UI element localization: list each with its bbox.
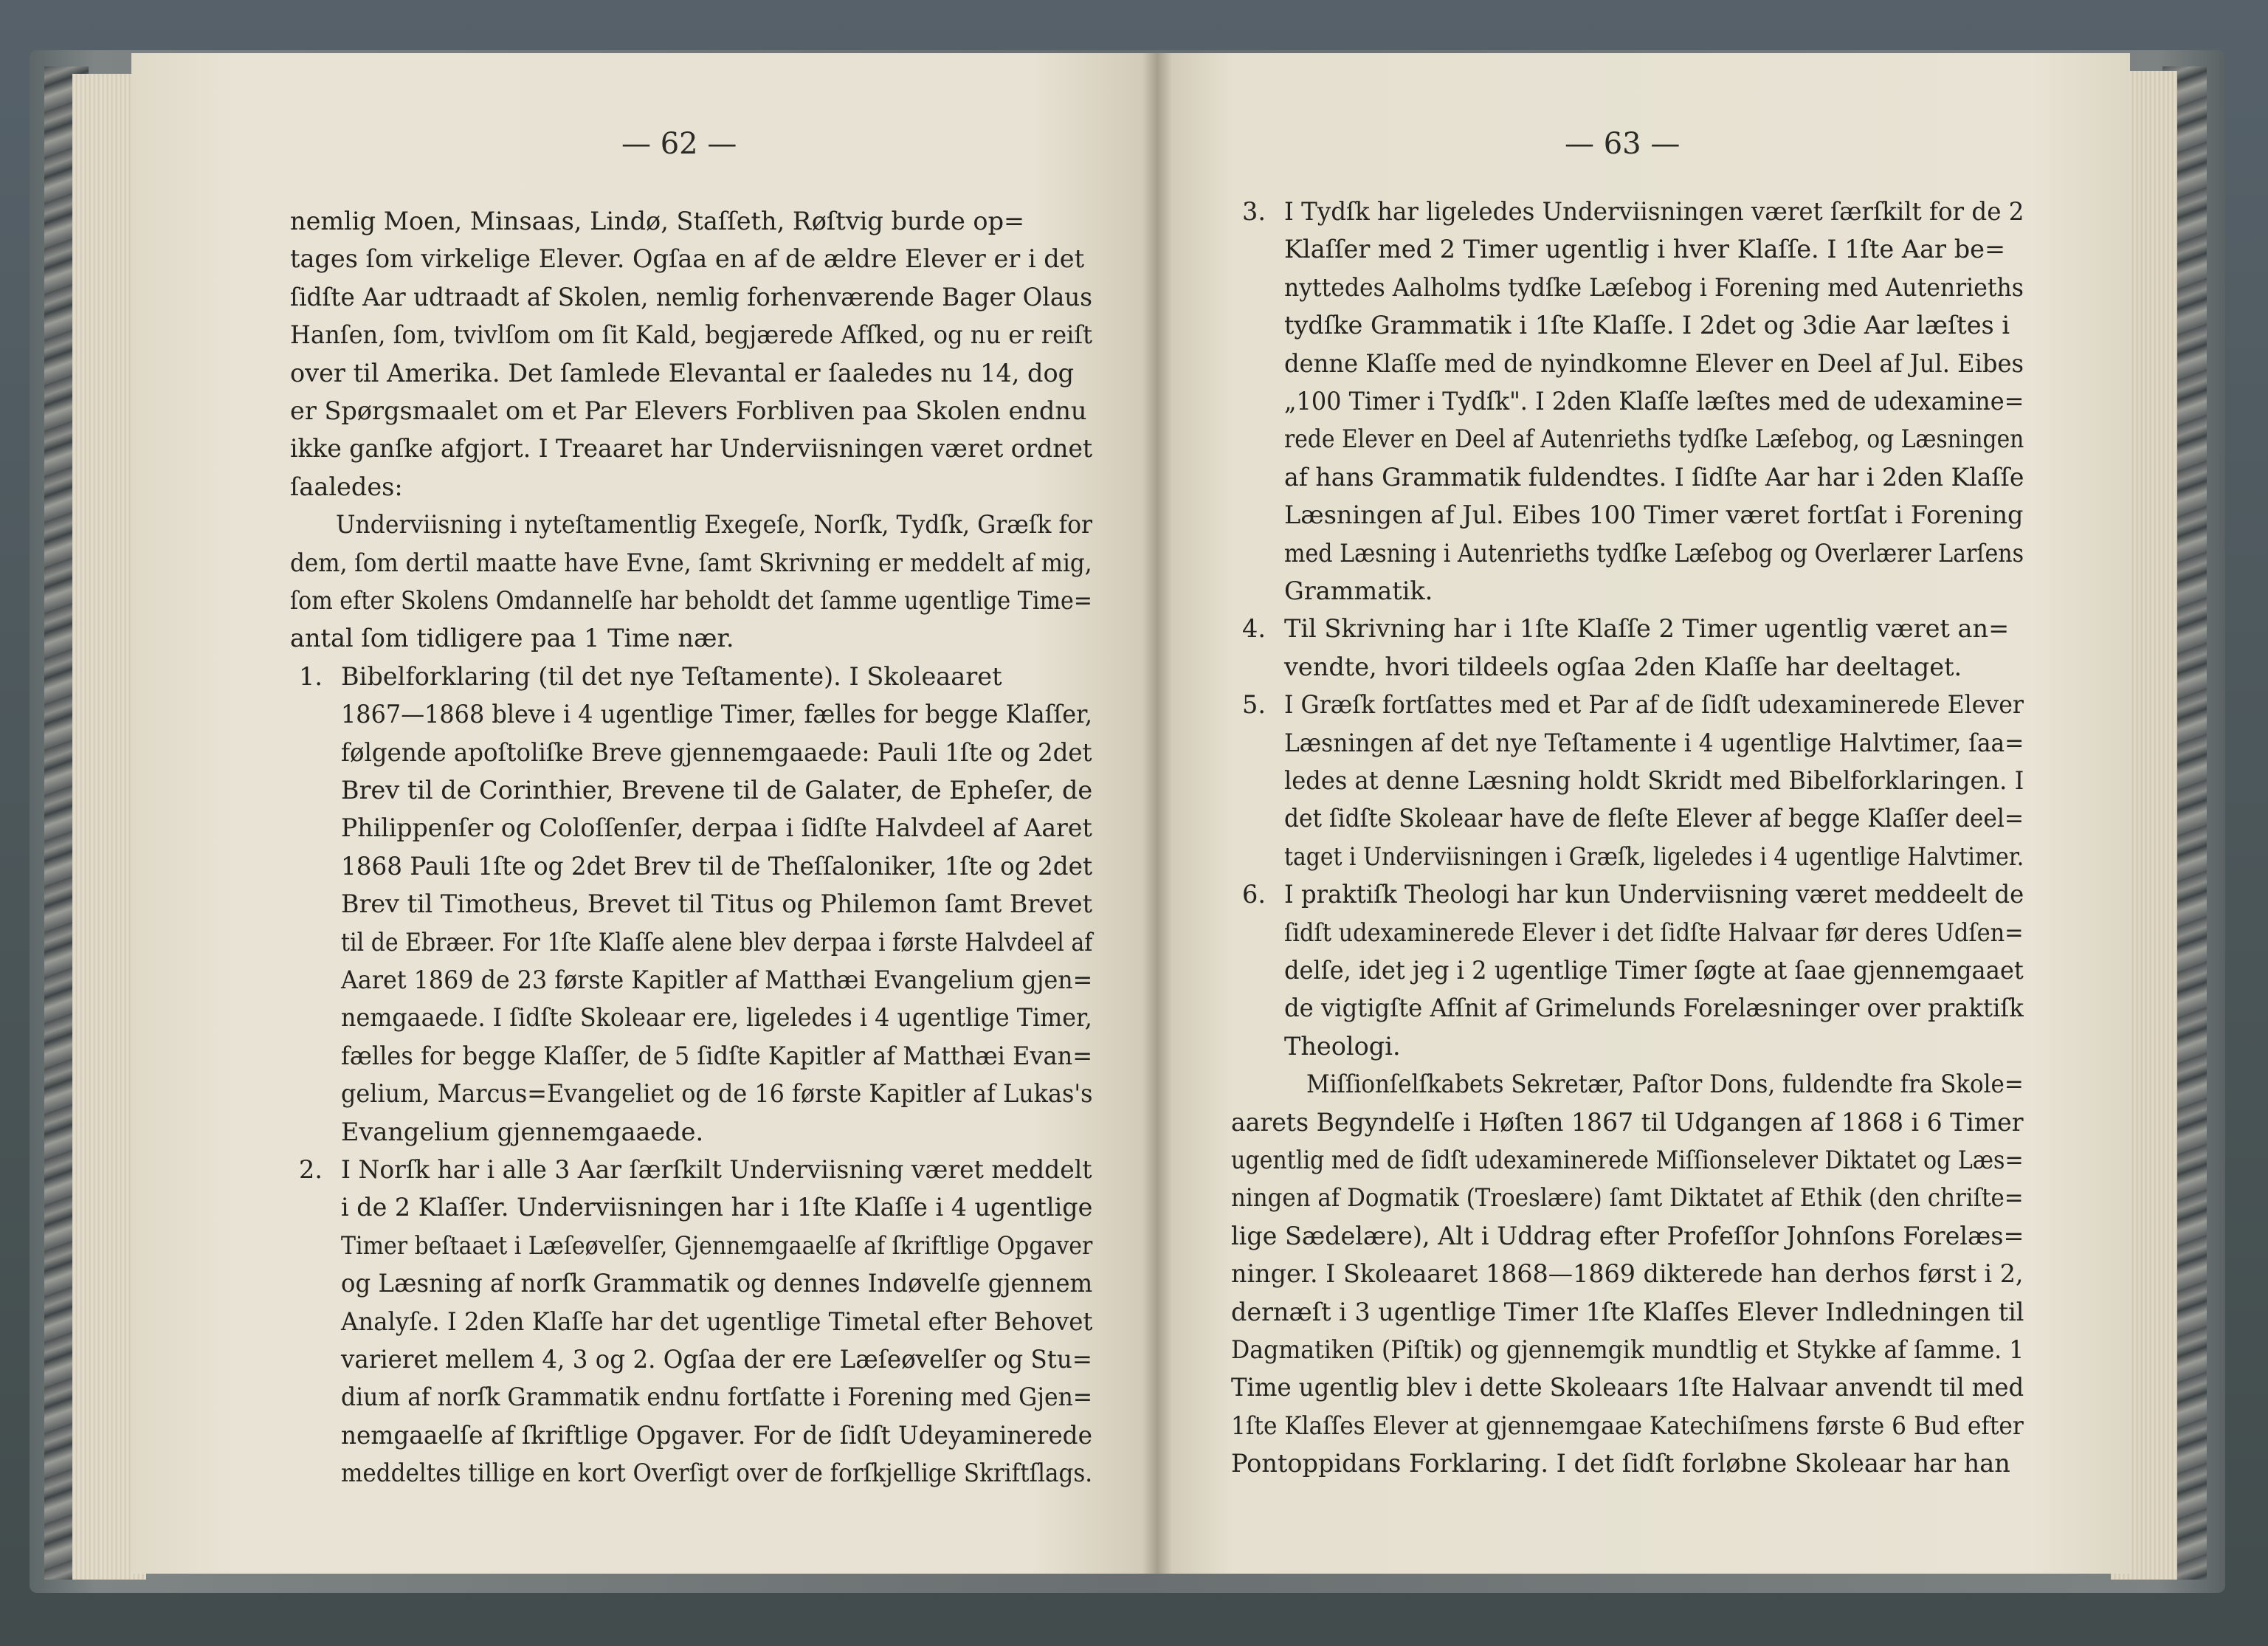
left-line: gelium, Marcus=Evangeliet og de 16 første Kapitler af Lukas's — [341, 1079, 1093, 1108]
left-line: fælles for begge Klaſſer, de 5 ſidſte Kapitler af Matthæi Evan= — [341, 1041, 1093, 1070]
left-line: ſom efter Skolens Omdannelſe har beholdt det ſamme ugentlige Time= — [290, 586, 1092, 615]
item-number: 3. — [1242, 197, 1266, 226]
left-line: Aaret 1869 de 23 første Kapitler af Matthæi Evangelium gjen= — [341, 965, 1093, 994]
right-line: I praktiſk Theologi har kun Underviisning været meddeelt de — [1284, 880, 2024, 909]
left-line: varieret mellem 4, 3 og 2. Ogſaa der ere Læſeøvelſer og Stu= — [341, 1345, 1093, 1374]
left-line: 1867—1868 bleve i 4 ugentlige Timer, fælles for begge Klaſſer, — [341, 700, 1093, 729]
right-line: med Læsning i Autenrieths tydſke Læſebog og Overlærer Larſens — [1284, 539, 2024, 568]
left-line: dem, ſom dertil maatte have Evne, ſamt Skrivning er meddelt af mig, — [290, 548, 1092, 577]
right-line: Theologi. — [1284, 1032, 1401, 1061]
right-line: I Græſk fortſattes med et Par af de ſidſt udexaminerede Elever — [1284, 690, 2024, 719]
item-number: 4. — [1242, 614, 1266, 643]
left-line: i de 2 Klaſſer. Underviisningen har i 1ſte Klaſſe i 4 ugentlige — [341, 1193, 1093, 1222]
right-line: ſidſt udexaminerede Elever i det ſidſte Halvaar før deres Udſen= — [1284, 918, 2024, 947]
left-line: Philippenſer og Coloſſenſer, derpaa i ſidſte Halvdeel af Aaret — [341, 813, 1092, 842]
left-line: Bibelforklaring (til det nye Teſtamente). I Skoleaaret — [341, 662, 1002, 691]
right-line: denne Klaſſe med de nyindkomne Elever en Deel af Jul. Eibes — [1284, 349, 2024, 378]
left-line: og Læsning af norſk Grammatik og dennes Indøvelſe gjennem — [341, 1269, 1093, 1298]
left-line: Timer beſtaaet i Læſeøvelſer, Gjennemgaaelſe af ſkriftlige Opgaver — [341, 1231, 1093, 1260]
right-line: ugentlig med de ſidſt udexaminerede Miſſionselever Diktatet og Læs= — [1231, 1146, 2024, 1174]
right-line: Miſſionſelſkabets Sekretær, Paſtor Dons, fuldendte fra Skole= — [1306, 1070, 2024, 1098]
left-line: Hanſen, ſom, tvivlſom om ſit Kald, begjærede Afſked, og nu er reiſt — [290, 320, 1093, 349]
left-line: følgende apoſtoliſke Breve gjennemgaaede: Pauli 1ſte og 2det — [341, 738, 1092, 767]
right-line: ningen af Dogmatik (Troeslære) ſamt Diktatet af Ethik (den chriſte= — [1231, 1183, 2024, 1212]
left-line: meddeltes tillige en kort Overſigt over de forſkjellige Skriftſlags. — [341, 1459, 1093, 1487]
right-line: 1ſte Klaſſes Elever at gjennemgaae Katechiſmens første 6 Bud efter — [1231, 1411, 2024, 1440]
item-number: 1. — [299, 662, 323, 691]
left-line: ikke ganſke afgjort. I Treaaret har Underviisningen været ordnet — [290, 434, 1093, 463]
left-line: nemgaaede. I ſidſte Skoleaar ere, ligeledes i 4 ugentlige Timer, — [341, 1003, 1092, 1032]
item-number: 5. — [1242, 690, 1266, 719]
right-line: aarets Begyndelſe i Høſten 1867 til Udgangen af 1868 i 6 Timer — [1231, 1108, 2024, 1137]
left-line: Analyſe. I 2den Klaſſe har det ugentlige Timetal efter Behovet — [341, 1307, 1093, 1336]
right-page-number: — 63 — — [1565, 127, 1681, 161]
right-line: dernæſt i 3 ugentlige Timer 1ſte Klaſſes Elever Indledningen til — [1231, 1298, 2024, 1326]
left-line: til de Ebræer. For 1ſte Klaſſe alene blev derpaa i første Halvdeel af — [341, 928, 1093, 957]
right-line: Til Skrivning har i 1ſte Klaſſe 2 Timer ugentlig været an= — [1284, 614, 2010, 643]
right-line: Læsningen af det nye Teſtamente i 4 ugentlige Halvtimer, ſaa= — [1284, 729, 2024, 757]
left-line: dium af norſk Grammatik endnu fortſatte i Forening med Gjen= — [341, 1382, 1093, 1411]
left-line: Brev til de Corinthier, Brevene til de Galater, de Epheſer, de — [341, 776, 1093, 805]
right-line: ninger. I Skoleaaret 1868—1869 dikterede han derhos først i 2, — [1231, 1259, 2024, 1288]
right-line: Time ugentlig blev i dette Skoleaars 1ſte Halvaar anvendt til med — [1231, 1373, 2024, 1402]
right-line: Læsningen af Jul. Eibes 100 Timer været fortſat i Forening — [1284, 500, 2024, 529]
right-line: tydſke Grammatik i 1ſte Klaſſe. I 2det og 3die Aar læſtes i — [1284, 311, 2010, 340]
right-line: vendte, hvori tildeels ogſaa 2den Klaſſe har deeltaget. — [1284, 652, 1962, 681]
left-line: nemgaaelſe af ſkriftlige Opgaver. For de ſidſt Udeyaminerede — [341, 1421, 1092, 1450]
left-line: ſaaledes: — [290, 472, 403, 501]
left-line: 1868 Pauli 1ſte og 2det Brev til de Theſſaloniker, 1ſte og 2det — [341, 852, 1093, 881]
left-line: over til Amerika. Det ſamlede Elevantal er ſaaledes nu 14, dog — [290, 359, 1075, 388]
right-line: taget i Underviisningen i Græſk, ligeledes i 4 ugentlige Halvtimer. — [1284, 842, 2024, 871]
right-line: I Tydſk har ligeledes Underviisningen været ſærſkilt for de 2 — [1284, 197, 2024, 226]
right-line: rede Elever en Deel af Autenrieths tydſke Læſebog, og Læsningen — [1284, 424, 2024, 453]
right-line: delſe, idet jeg i 2 ugentlige Timer ſøgte at ſaae gjennemgaaet — [1284, 956, 2024, 985]
right-line: „100 Timer i Tydſk". I 2den Klaſſe læſtes med de udexamine= — [1284, 387, 2024, 416]
left-page-number: — 62 — — [621, 127, 737, 161]
left-line: antal ſom tidligere paa 1 Time nær. — [290, 624, 734, 652]
left-line: ſidſte Aar udtraadt af Skolen, nemlig forhenværende Bager Olaus — [290, 283, 1092, 311]
right-line: de vigtigſte Afſnit af Grimelunds Forelæsninger over praktiſk — [1284, 994, 2024, 1022]
left-line: Underviisning i nyteſtamentlig Exegeſe, Norſk, Tydſk, Græſk for — [336, 510, 1093, 539]
item-number: 6. — [1242, 880, 1266, 909]
left-line: nemlig Moen, Minsaas, Lindø, Staſſeth, Røſtvig burde op= — [290, 207, 1025, 235]
right-line: lige Sædelære), Alt i Uddrag efter Profeſſor Johnſons Forelæs= — [1231, 1222, 2024, 1250]
left-line: er Spørgsmaalet om et Par Elevers Forbliven paa Skolen endnu — [290, 396, 1087, 425]
right-line: ledes at denne Læsning holdt Skridt med Bibelforklaringen. I — [1284, 766, 2024, 795]
right-line: af hans Grammatik fuldendtes. I ſidſte Aar har i 2den Klaſſe — [1284, 463, 2024, 492]
right-line: nyttedes Aalholms tydſke Læſebog i Forening med Autenrieths — [1284, 273, 2024, 302]
left-line: Evangelium gjennemgaaede. — [341, 1118, 704, 1146]
right-line: Dagmatiken (Piſtik) og gjennemgik mundtlig et Stykke af ſamme. 1 — [1231, 1335, 2024, 1364]
left-line: tages ſom virkelige Elever. Ogſaa en af de ældre Elever er i det — [290, 244, 1085, 273]
item-number: 2. — [299, 1155, 323, 1184]
left-line: Brev til Timotheus, Brevet til Titus og Philemon ſamt Brevet — [341, 889, 1092, 918]
right-line: Pontoppidans Forklaring. I det ſidſt forløbne Skoleaar har han — [1231, 1449, 2010, 1478]
right-line: Grammatik. — [1284, 576, 1433, 605]
book-gutter — [1142, 53, 1172, 1574]
left-line: I Norſk har i alle 3 Aar ſærſkilt Underviisning været meddelt — [341, 1155, 1092, 1184]
right-line: Klaſſer med 2 Timer ugentlig i hver Klaſſe. I 1ſte Aar be= — [1284, 235, 2006, 264]
right-line: det ſidſte Skoleaar have de fleſte Elever af begge Klaſſer deel= — [1284, 804, 2024, 833]
